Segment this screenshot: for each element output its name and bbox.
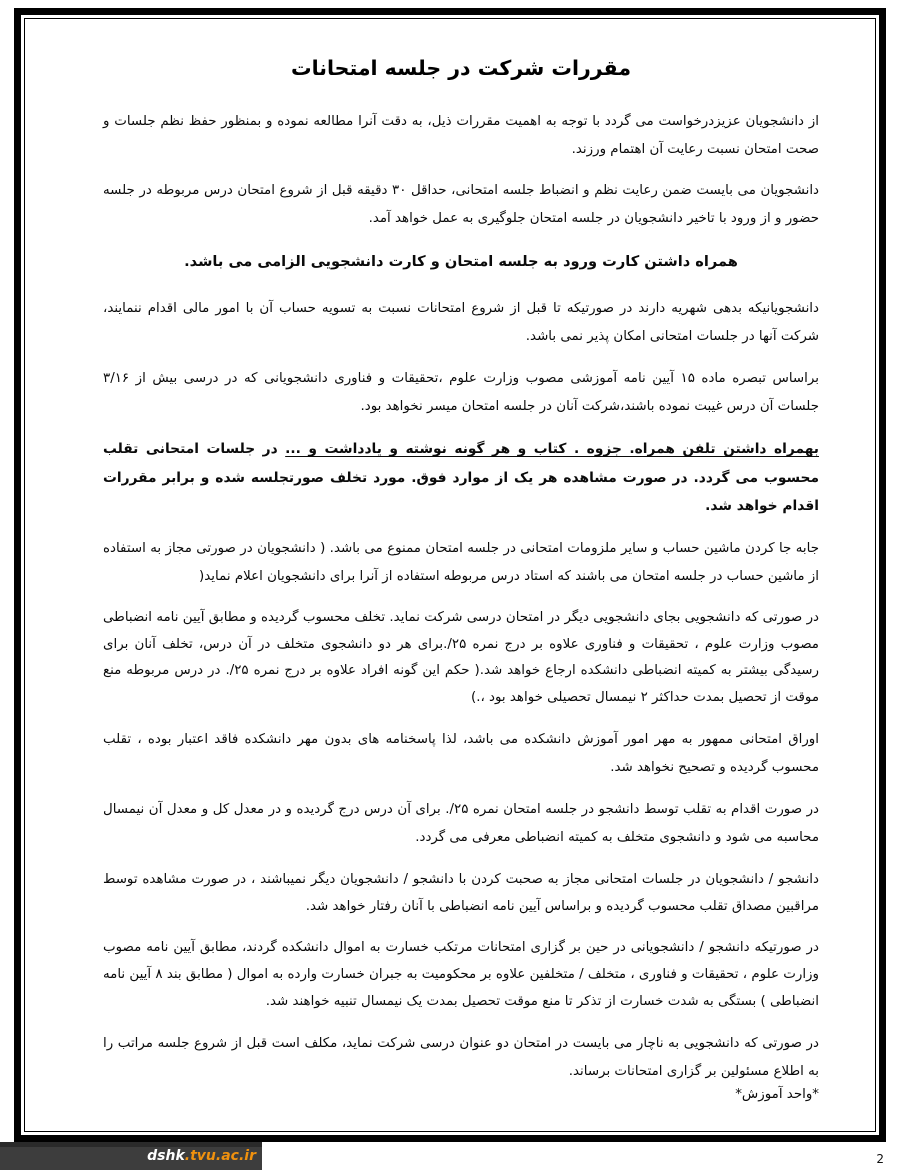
page-number: 2 (876, 1152, 884, 1166)
paragraph-6-remainder: در جلسات امتحانی تقلب محسوب می گردد. در صورت مشاهده هر یک از موارد فوق. مورد تخلف صورتجلسه شده و برابر مقررات اقدام خواهد شد. (103, 440, 819, 515)
paragraph-9: اوراق امتحانی ممهور به مهر امور آموزش دانشکده می باشد، لذا پاسخنامه های بدون مهر دانشکده فاقد اعتبار بوده ، تقلب محسوب گردیده و تصحیح نخواهد شد. (103, 732, 819, 775)
signature-education-unit: *واحد آموزش* (735, 1087, 819, 1103)
paragraph-3-required-cards: همراه داشتن کارت ورود به جلسه امتحان و کارت دانشجویی الزامی می باشد. (184, 253, 738, 271)
document-body (25, 19, 897, 1153)
paragraph-6-underlined-prefix: بهمراه داشتن تلفن همراه. جزوه . کتاب و هر گونه نوشته و یادداشت و ... (285, 440, 819, 457)
closing-paragraph (103, 1030, 819, 1086)
paragraph-12: در صورتیکه دانشجو / دانشجویانی در حین بر گزاری امتحانات مرتکب خسارت به اموال دانشکده گردند، مطابق آیین نامه مصوب وزارت علوم ، تحقیقات و فناوری ، متخلف / متخلفین علاوه بر محکومیت به جبران خسارت وارده به اموال ( مطابق بند ۸ آیین نامه انضباطی ) بستگی به شدت خسارت از تذکر تا منع موقت تحصیل بمدت یک نیمسال تنبیه خواهند شد. (103, 940, 819, 1009)
signature-row (103, 1087, 819, 1102)
paragraph-11: دانشجو / دانشجویان در جلسات امتحانی مجاز به صحبت کردن با دانشجو / دانشجویان دیگر نمیباشند ، در صورت مشاهده توسط مراقبین مصداق تقلب محسوب گردیده و براساس آیین نامه انضباطی با آنان رفتار خواهد شد. (103, 871, 819, 915)
site-url (137, 1148, 262, 1164)
paragraph-7: جابه جا کردن ماشین حساب و سایر ملزومات امتحانی در جلسه امتحان ممنوع می باشد. ( دانشجویان در صورتی مجاز به استفاده از ماشین حساب در جلسه امتحان می باشند که استاد درس مربوطه استفاده از آنرا برای دانشجویان اعلام نماید( (103, 541, 819, 584)
closing-text: در صورتی که دانشجویی به ناچار می بایست در امتحان دو عنوان درسی شرکت نماید، مکلف است قبل از شروع جلسه مراتب را به اطلاع مسئولین بر گزاری امتحانات برساند. (103, 1035, 819, 1079)
paragraph-4: دانشجویانیکه بدهی شهریه دارند در صورتیکه تا قبل از شروع امتحانات نسبت به تسویه حساب آن با امور مالی اقدام ننمایند، شرکت آنها در جلسات امتحانی امکان پذیر نمی باشد. (103, 301, 819, 345)
paragraph-8: در صورتی که دانشجویی بجای دانشجویی دیگر در امتحان درسی شرکت نماید. تخلف محسوب گردیده و مطابق آیین نامه انضباطی مصوب وزارت علوم ، تحقیقات و فناوری علاوه بر درج نمره ۲۵/.برای هر دو دانشجوی متخلف در آن درس، تخلف آنان برای رسیدگی بیشتر به کمیته انضباطی دانشکده ارجاع خواهد شد.( حکم این گونه افراد علاوه بر درج نمره ۲۵/. در درس مربوطه منع موقت از تحصیل بمدت حداکثر ۲ نیمسال تحصیلی خواهد بود ،.) (103, 609, 819, 706)
paragraph-1: از دانشجویان عزیزدرخواست می گردد با توجه به اهمیت مقررات ذیل، به دقت آنرا مطالعه نموده و بمنظور حفظ نظم جلسات و صحت امتحان نسبت رعایت آن اهتمام ورزند. (103, 113, 819, 157)
paragraph-5: براساس تبصره ماده ۱۵ آیین نامه آموزشی مصوب وزارت علوم ،تحقیقات و فناوری دانشجویانی که در درسی بیش از ۳/۱۶ جلسات آن درس غیبت نموده باشند،شرکت آنان در جلسه امتحان میسر نخواهد بود. (103, 371, 819, 415)
page-frame (14, 8, 886, 1142)
watermark-top-strip (0, 1142, 262, 1147)
site-watermark-bar (0, 1142, 262, 1170)
site-url-domain: .tvu.ac.ir (184, 1148, 256, 1164)
page-title: مقررات شرکت در جلسه امتحانات (290, 56, 632, 80)
site-url-name: dshk (147, 1148, 185, 1164)
paragraph-10: در صورت اقدام به تقلب توسط دانشجو در جلسه امتحان نمره ۲۵/. برای آن درس درج گردیده و در معدل کل و معدل آن نیمسال محاسبه می شود و دانشجوی متخلف به کمیته انضباطی معرفی می گردد. (103, 801, 820, 845)
paragraph-2: دانشجویان می بایست ضمن رعایت نظم و انضباط جلسه امتحانی، حداقل ۳۰ دقیقه قبل از شروع امتحان درس مربوطه در جلسه حضور و از ورود با تاخیر دانشجویان در جلسه امتحان جلوگیری به عمل خواهد آمد. (103, 183, 820, 227)
page-frame-inner-border (24, 18, 876, 1132)
paragraph-6-cheating-warning (103, 435, 819, 521)
